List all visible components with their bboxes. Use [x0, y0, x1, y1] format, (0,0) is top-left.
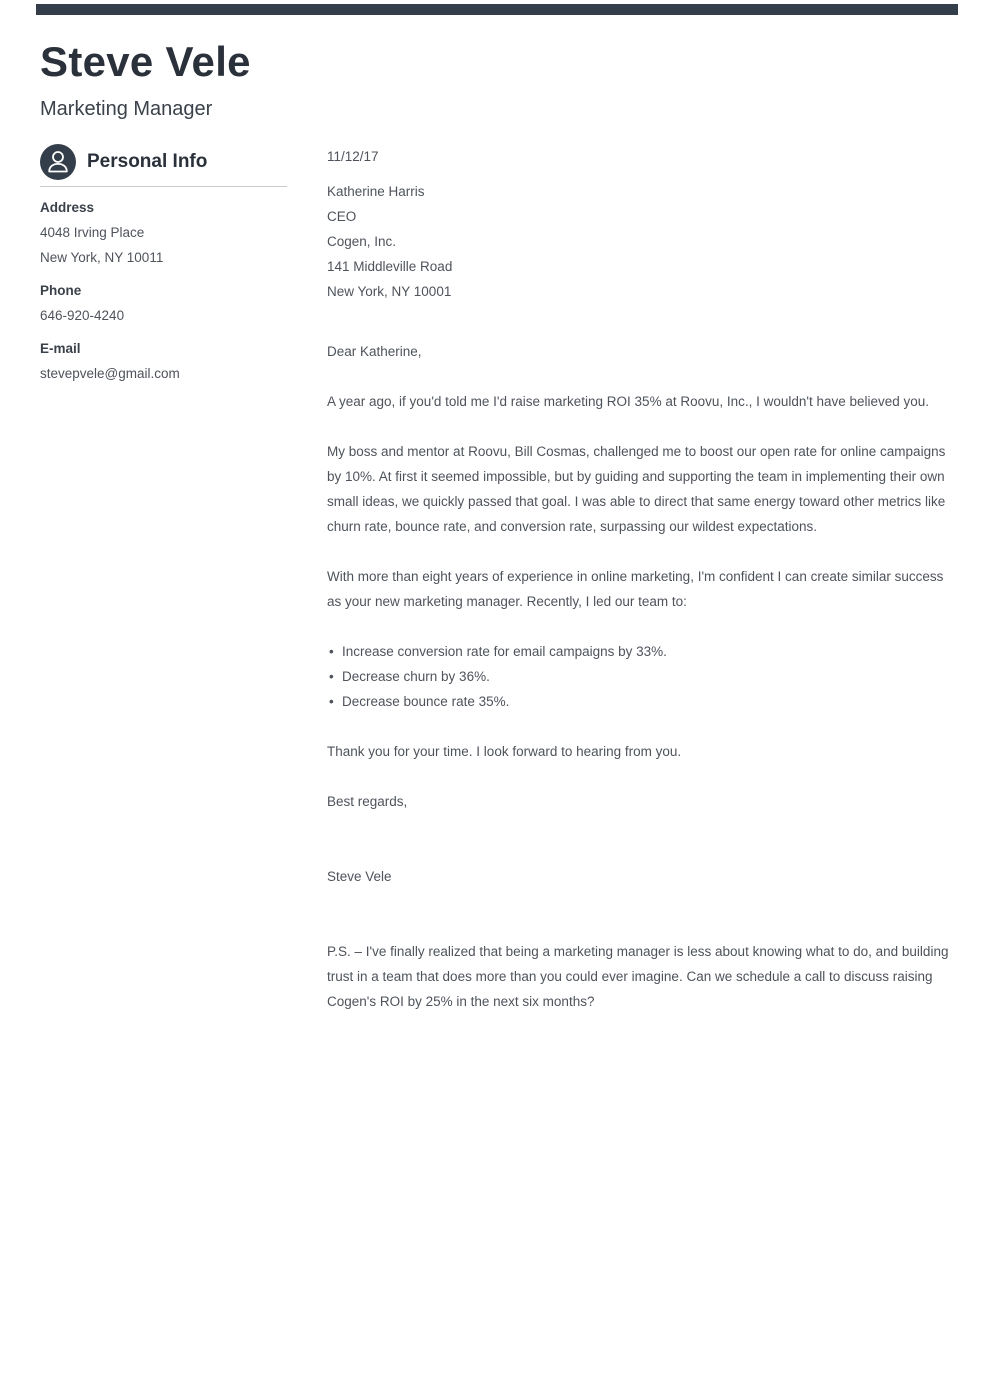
letter-body: [327, 144, 949, 1014]
closing-line: Thank you for your time. I look forward to hearing from you.: [327, 744, 682, 759]
phone-value: 646-920-4240: [40, 308, 125, 323]
accent-top-bar: [36, 4, 958, 15]
achievement-item: • Decrease churn by 36%.: [327, 664, 949, 689]
person-icon: [40, 144, 76, 180]
recipient-street: 141 Middleville Road: [327, 259, 453, 274]
phone-label: Phone: [40, 283, 82, 298]
email-value: stevepvele@gmail.com: [40, 366, 180, 381]
paragraph-intro-achievements: With more than eight years of experience in online marketing, I'm confident I can create similar success as your new marketing manager. Recently, I led our team to:: [327, 569, 944, 609]
person-job-title: Marketing Manager: [40, 98, 213, 120]
sidebar-section-title: Personal Info: [87, 151, 208, 172]
sidebar-divider: [40, 186, 287, 187]
achievement-item: • Decrease bounce rate 35%.: [327, 689, 949, 714]
page-content: [0, 121, 990, 1014]
sidebar-section-heading: [40, 144, 287, 180]
person-name: Steve Vele: [40, 38, 251, 85]
signoff: Best regards,: [327, 794, 408, 809]
signature-name: Steve Vele: [327, 869, 392, 884]
address-label: Address: [40, 200, 95, 215]
recipient-company: Cogen, Inc.: [327, 234, 397, 249]
address-line-2: New York, NY 10011: [40, 250, 164, 265]
recipient-name: Katherine Harris: [327, 184, 425, 199]
paragraph-experience: My boss and mentor at Roovu, Bill Cosmas, challenged me to boost our open rate for online campaigns by 10%. At first it seemed impossible, but by guiding and supporting the team in implementing their own small ideas, we quickly passed that goal. I was able to direct that same energy toward other metrics like churn rate, bounce rate, and conversion rate, surpassing our wildest expectations.: [327, 444, 946, 534]
letter-header: [0, 0, 990, 121]
achievement-item: • Increase conversion rate for email campaigns by 33%.: [327, 639, 949, 664]
letter-date: 11/12/17: [327, 149, 379, 164]
personal-info-sidebar: [40, 144, 287, 386]
address-line-1: 4048 Irving Place: [40, 225, 145, 240]
recipient-block: [327, 179, 949, 304]
address-field: [40, 195, 287, 270]
email-label: E-mail: [40, 341, 81, 356]
recipient-title: CEO: [327, 209, 357, 224]
phone-field: [40, 278, 287, 328]
postscript: P.S. – I've finally realized that being a marketing manager is less about knowing what to do, and building trust in a team that does more than you could ever imagine. Can we schedule a call to discuss raising Cogen's ROI by 25% in the next six months?: [327, 944, 949, 1009]
recipient-city: New York, NY 10001: [327, 284, 452, 299]
email-field: [40, 336, 287, 386]
paragraph-hook: A year ago, if you'd told me I'd raise marketing ROI 35% at Roovu, Inc., I wouldn't have believed you.: [327, 394, 930, 409]
achievements-list: [327, 639, 949, 714]
salutation: Dear Katherine,: [327, 344, 422, 359]
